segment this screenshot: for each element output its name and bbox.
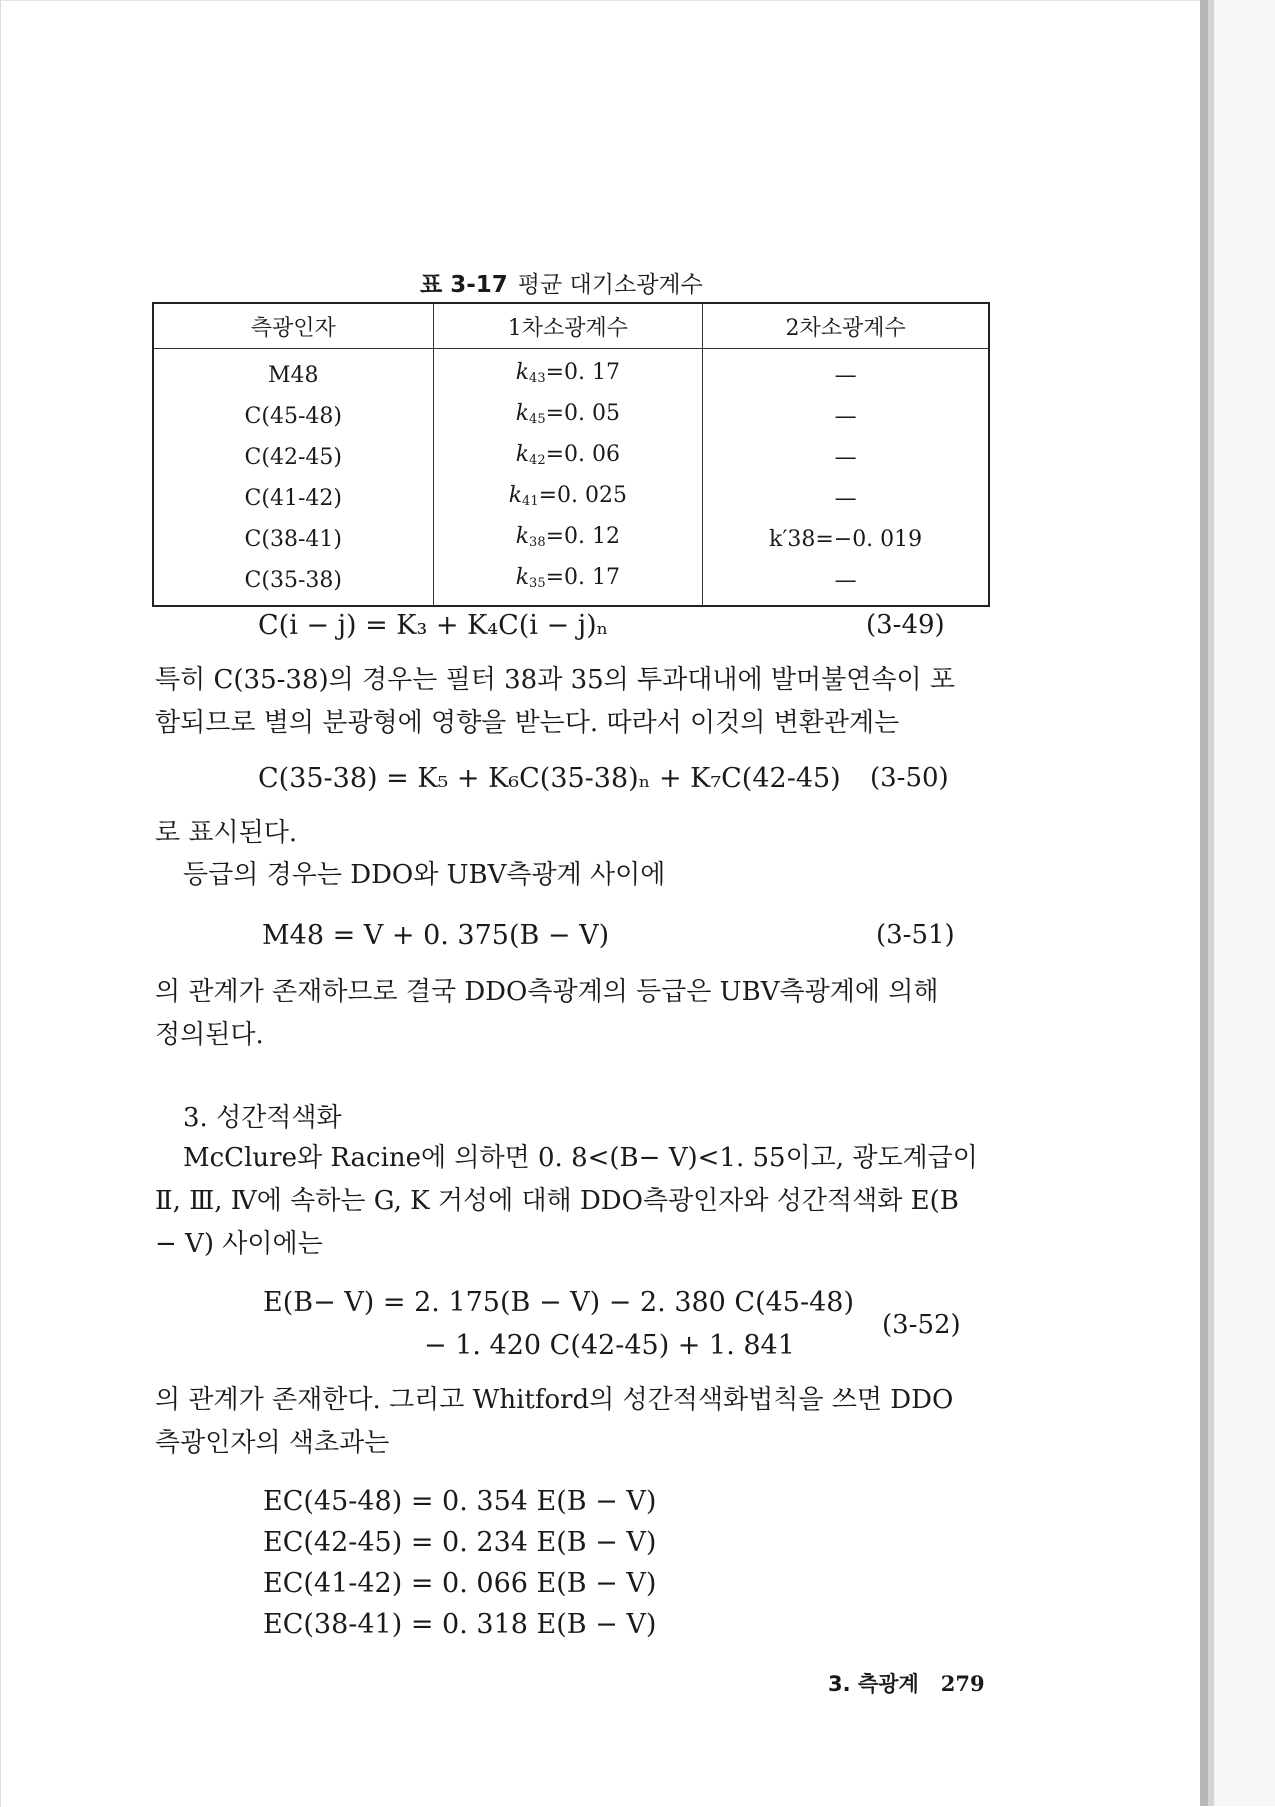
table-cell-k2: — <box>834 404 857 429</box>
table-cell-factor: C(42-45) <box>153 437 433 478</box>
equation-color-excess: EC(42-45) = 0. 234 E(B − V) <box>263 1527 657 1558</box>
background-strip <box>1214 0 1275 1806</box>
table-cell-factor: C(41-42) <box>153 478 433 519</box>
equation-3-51: M48 = V + 0. 375(B − V) <box>262 920 610 951</box>
equation-3-52-line-2: − 1. 420 C(42-45) + 1. 841 <box>424 1330 795 1361</box>
paragraph-line: Ⅱ, Ⅲ, Ⅳ에 속하는 G, K 거성에 대해 DDO측광인자와 성간적색화 E(B <box>155 1186 959 1216</box>
table-row <box>153 349 989 397</box>
equation-color-excess: EC(41-42) = 0. 066 E(B − V) <box>263 1568 657 1599</box>
equation-number-3-49: (3-49) <box>866 610 945 640</box>
extinction-coefficient-table <box>152 302 990 607</box>
paragraph-line: 특히 C(35-38)의 경우는 필터 38과 35의 투과대내에 발머불연속이 포 <box>155 665 955 695</box>
table-cell-factor: C(45-48) <box>153 396 433 437</box>
running-footer <box>828 1668 1275 1698</box>
table-cell-factor: M48 <box>153 349 433 397</box>
equation-color-excess: EC(45-48) = 0. 354 E(B − V) <box>263 1486 657 1517</box>
table-row <box>153 519 989 560</box>
table-cell-k2: — <box>834 363 857 388</box>
paragraph-line: − V) 사이에는 <box>155 1229 323 1259</box>
table-cell-k1: $k_{35}=0$. 17 <box>433 560 703 606</box>
footer-section: 3. 측광계 <box>828 1672 919 1696</box>
paragraph-line: 측광인자의 색초과는 <box>155 1428 390 1458</box>
table-cell-k2: — <box>834 568 857 593</box>
table-caption-title: 평균 대기소광계수 <box>517 272 703 298</box>
page-number: 279 <box>940 1671 985 1696</box>
equation-3-52-line-1: E(B− V) = 2. 175(B − V) − 2. 380 C(45-48) <box>263 1287 854 1318</box>
table-cell-k2: k′38=−0. 019 <box>769 527 923 552</box>
table-cell-k2: — <box>834 486 857 511</box>
table-row <box>153 437 989 478</box>
table-row <box>153 560 989 606</box>
equation-number-3-52: (3-52) <box>882 1310 961 1340</box>
table-cell-k2: — <box>834 445 857 470</box>
table-cell-k1: $k_{41}=0$. 025 <box>433 478 703 519</box>
table-header-row <box>153 303 989 349</box>
table-cell-factor: C(38-41) <box>153 519 433 560</box>
paragraph-line: 등급의 경우는 DDO와 UBV측광계 사이에 <box>183 860 666 890</box>
page-edge-shadow <box>1200 0 1208 1806</box>
table-header-second-order: 2차소광계수 <box>703 303 989 349</box>
table-cell-k1: $k_{38}=0$. 12 <box>433 519 703 560</box>
paragraph-line: 함되므로 별의 분광형에 영향을 받는다. 따라서 이것의 변환관계는 <box>155 708 900 738</box>
table-cell-k1: $k_{42}=0$. 06 <box>433 437 703 478</box>
equation-3-50: C(35-38) = K₅ + K₆C(35-38)ₙ + K₇C(42-45) <box>258 763 841 794</box>
table-cell-factor: C(35-38) <box>153 560 433 606</box>
table-header-factor: 측광인자 <box>153 303 433 349</box>
table-row <box>153 478 989 519</box>
equation-number-3-50: (3-50) <box>870 763 949 793</box>
paragraph-line: 의 관계가 존재하므로 결국 DDO측광계의 등급은 UBV측광계에 의해 <box>155 977 939 1007</box>
paragraph-line: 의 관계가 존재한다. 그리고 Whitford의 성간적색화법칙을 쓰면 DDO <box>155 1385 954 1415</box>
paragraph-line: McClure와 Racine에 의하면 0. 8<(B− V)<1. 55이고, 광도계급이 <box>183 1143 978 1173</box>
equation-3-49: C(i − j) = K₃ + K₄C(i − j)ₙ <box>258 610 609 641</box>
table-row <box>153 396 989 437</box>
table-cell-k1: $k_{45}=0$. 05 <box>433 396 703 437</box>
table-caption-number: 표 3-17 <box>420 272 508 298</box>
table-caption <box>420 266 703 299</box>
paragraph-line: 정의된다. <box>155 1020 264 1050</box>
section-heading: 3. 성간적색화 <box>183 1103 342 1133</box>
table-header-first-order: 1차소광계수 <box>433 303 703 349</box>
paragraph-line: 로 표시된다. <box>155 818 298 848</box>
equation-number-3-51: (3-51) <box>876 920 955 950</box>
equation-color-excess: EC(38-41) = 0. 318 E(B − V) <box>263 1609 657 1640</box>
table-cell-k1: $k_{43}=0$. 17 <box>433 349 703 397</box>
